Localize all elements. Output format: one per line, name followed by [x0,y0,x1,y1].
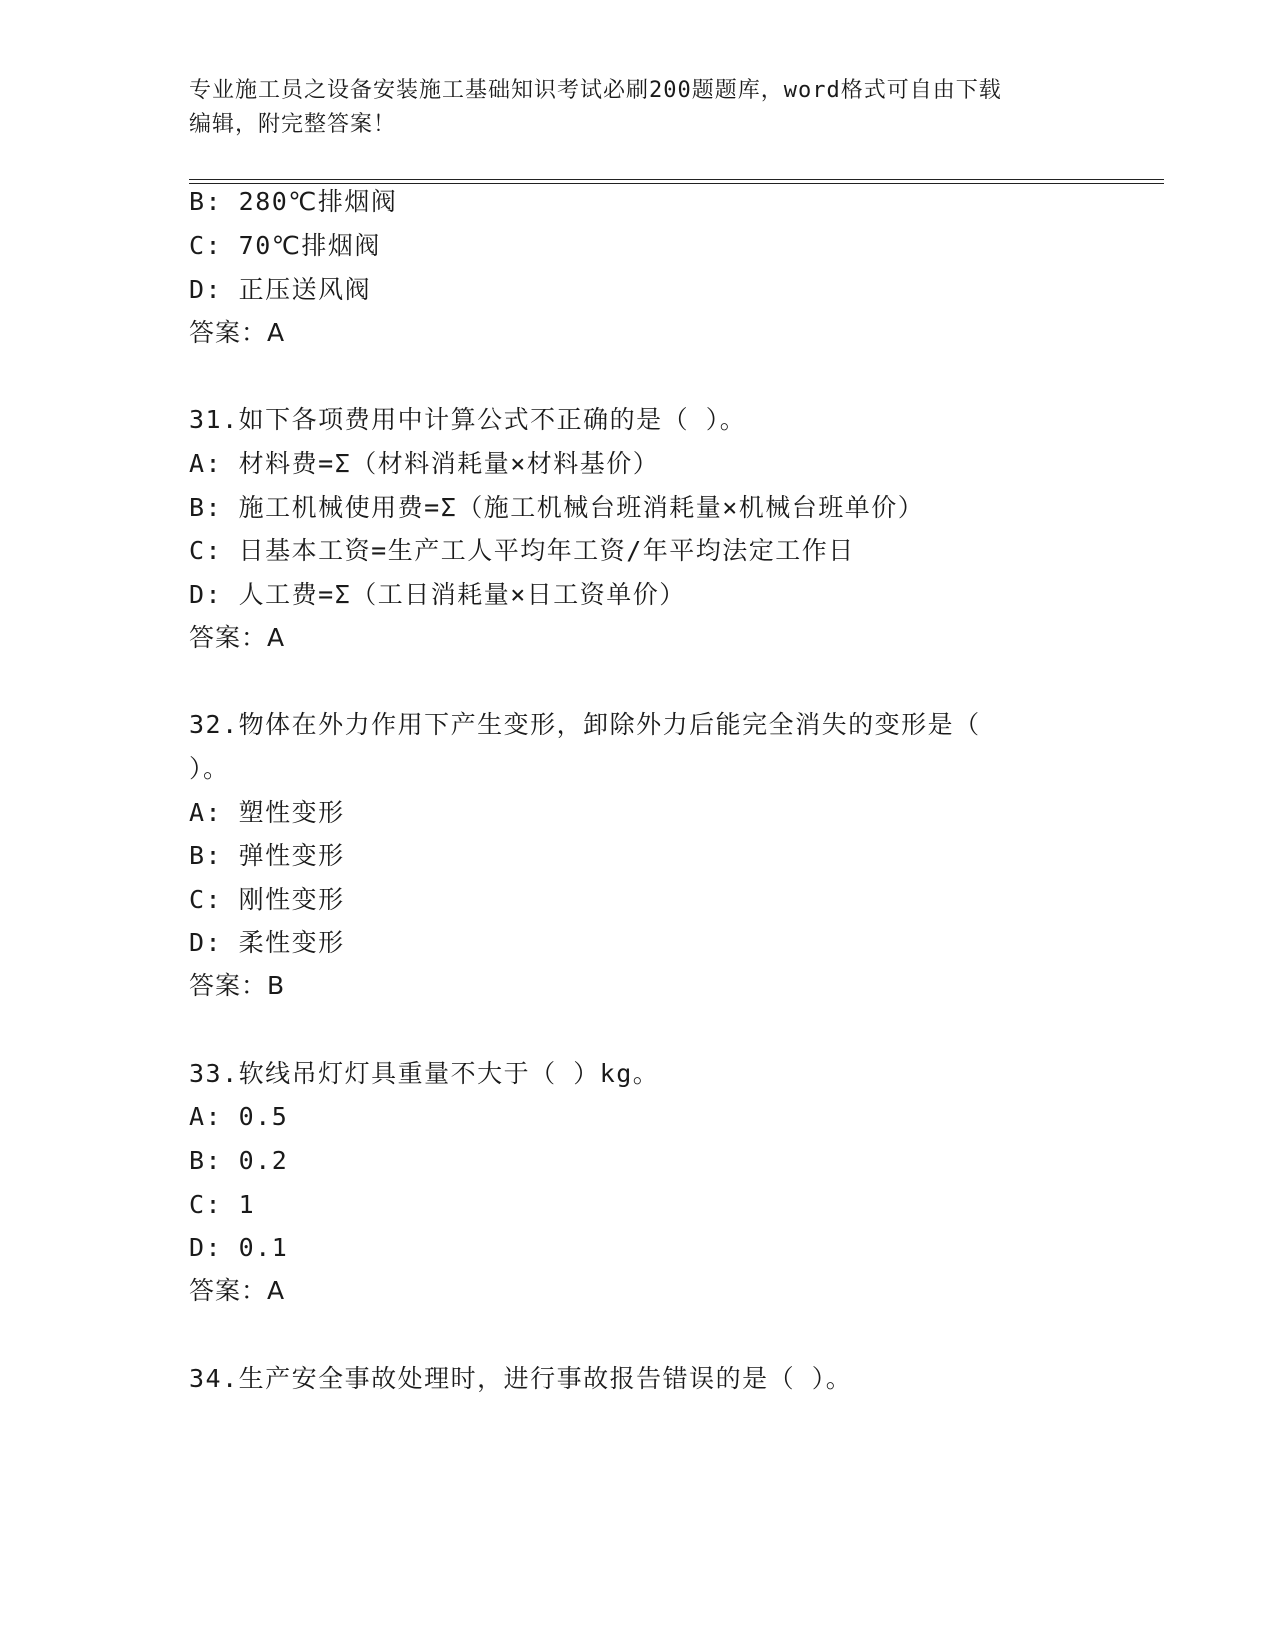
document-header [189,74,1089,142]
option-b: B: 施工机械使用费=Σ（施工机械台班消耗量×机械台班单价） [189,493,925,522]
header-divider-bottom [189,183,1164,184]
option-b: B: 0.2 [189,1146,289,1175]
option-d: D: 人工费=Σ（工日消耗量×日工资单价） [189,580,686,609]
option-b: B: 弹性变形 [189,841,345,870]
header-title-line1: 专业施工员之设备安装施工基础知识考试必刷200题题库，word格式可自由下载 [189,78,1002,103]
option-c: C: 日基本工资=生产工人平均年工资/年平均法定工作日 [189,536,855,565]
option-a: A: 塑性变形 [189,798,345,827]
question-stem: 32.物体在外力作用下产生变形，卸除外力后能完全消失的变形是（ [189,710,981,739]
option-b: B: 280℃排烟阀 [189,187,398,216]
answer-label: 答案：A [189,1276,286,1305]
answer-label: 答案：B [189,971,286,1000]
option-a: A: 材料费=Σ（材料消耗量×材料基价） [189,449,660,478]
question-stem: 33.软线吊灯灯具重量不大于（ ）kg。 [189,1059,660,1088]
option-a: A: 0.5 [189,1102,289,1131]
option-d: D: 0.1 [189,1233,289,1262]
header-title-line2: 编辑，附完整答案！ [189,112,397,137]
option-d: D: 正压送风阀 [189,275,372,304]
option-c: C: 刚性变形 [189,885,345,914]
answer-label: 答案：A [189,623,286,652]
option-c: C: 1 [189,1190,256,1219]
question-stem: 34.生产安全事故处理时，进行事故报告错误的是（ ）。 [189,1364,853,1393]
question-stem-continuation: ）。 [189,754,230,783]
question-stem: 31.如下各项费用中计算公式不正确的是（ ）。 [189,405,747,434]
answer-label: 答案：A [189,318,286,347]
header-divider-top [189,179,1164,180]
option-c: C: 70℃排烟阀 [189,231,381,260]
option-d: D: 柔性变形 [189,928,345,957]
